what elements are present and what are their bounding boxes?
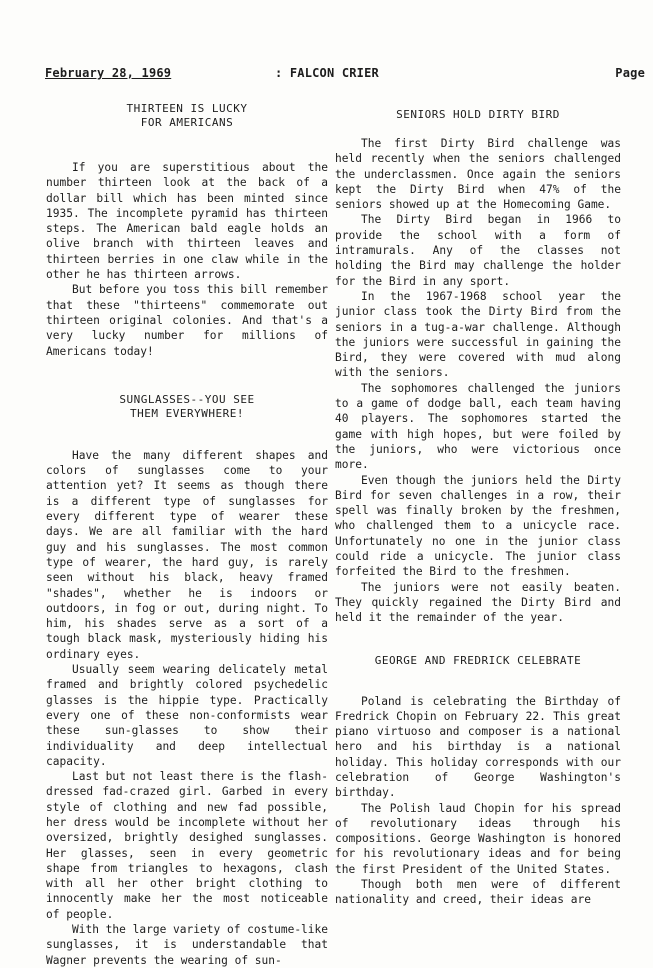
headline-sunglasses	[46, 393, 328, 421]
headline-george-fredrick: GEORGE AND FREDRICK CELEBRATE	[374, 653, 582, 667]
article-george-fredrick	[335, 654, 621, 908]
article-sunglasses	[46, 393, 328, 968]
headline-dirty-bird: SENIORS HOLD DIRTY BIRD	[396, 108, 560, 121]
paragraph: Usually seem wearing delicately metal framed and brightly colored psychedelic glasses is the hippie type. Practically every one of these non-conformists wear these sun-glasses to show their individuality and deep intellectual capacity.	[46, 663, 328, 768]
article-thirteen-lucky	[46, 102, 328, 359]
paragraph: The first Dirty Bird challenge was held recently when the seniors challenged the underclassmen. Once again the seniors kept the Dirty Bird when 47% of the seniors showed up at the Homecoming Game.	[335, 137, 621, 212]
newspaper-title: : FALCON CRIER	[275, 66, 379, 80]
paragraph: If you are superstitious about the number thirteen look at the back of a dollar bill which has been minted since 1935. The incomplete pyramid has thirteen steps. The American bald eagle holds an olive branch with thirteen leaves and thirteen berries in one claw while in the other he has thirteen arrows.	[46, 161, 328, 282]
paragraph: In the 1967-1968 school year the junior class took the Dirty Bird from the seniors in a tug-a-war challenge. Although the juniors were successful in gaining the Bird, they were covered with mud along with the seniors.	[335, 289, 621, 380]
paragraph: The juniors were not easily beaten. They quickly regained the Dirty Bird and held it the remainder of the year.	[335, 580, 621, 625]
paragraph: Even though the juniors held the Dirty Bird for seven challenges in a row, their spell was finally broken by the freshmen, who challenged them to a unicycle race. Unfortunately no one in the junior class could ride a unicycle. The junior class forfeited the Bird to the freshmen.	[335, 473, 621, 579]
paragraph: Have the many different shapes and colors of sunglasses come to your attention yet? It seems as though there is a different type of sunglasses for every different type of wearer these days. We are all familiar with the hard guy and his sunglasses. The most common type of wearer, the hard guy, is rarely seen without his black, heavy framed "shades", whether he is indoors or outdoors, in fog or out, during night. To him, his shades serve as a sort of a tough black mask, mysteriously hiding his ordinary eyes.	[46, 448, 328, 661]
paragraph: The sophomores challenged the juniors to a game of dodge ball, each team having 40 players. The sophomores started the game with high hopes, but were foiled by the juniors, who were victorious once more.	[335, 381, 621, 472]
paragraph: The Dirty Bird began in 1966 to provide the school with a form of intramurals. Any of the classes not holding the Bird may challenge the holder for the Bird in any sport.	[335, 213, 621, 288]
right-column	[335, 96, 621, 908]
headline-thirteen-lucky	[46, 102, 328, 130]
headline-line: SUNGLASSES--YOU SEE	[119, 392, 255, 406]
headline-line: THEM EVERYWHERE!	[130, 406, 244, 420]
paragraph: The Polish laud Chopin for his spread of revolutionary ideas through his compositions. George Washington is honored for his revolutionary ideas and for being the first President of the United States.	[335, 801, 621, 876]
paragraph: Last but not least there is the flash-dressed fad-crazed girl. Garbed in every style of clothing and new fad possible, her dress would be incomplete without her oversized, brightly desighed sunglasses. Her glasses, seen in every geometric shape from triangles to hexagons, clash with all her other bright clothing to innocently make her the most noticeable of people.	[46, 770, 328, 921]
masthead	[45, 66, 645, 80]
paragraph: But before you toss this bill remember that these "thirteens" commemorate out thirteen original colonies. And that's a very lucky number for millions of Americans today!	[46, 283, 328, 358]
paragraph: Poland is celebrating the Birthday of Fredrick Chopin on February 22. This great piano virtuoso and composer is a national hero and his birthday is a national holiday. This holiday corresponds with our celebration of George Washington's birthday.	[335, 694, 621, 800]
paragraph: Though both men were of different nationality and creed, their ideas are	[335, 878, 621, 907]
issue-date: February 28, 1969	[45, 66, 172, 80]
headline-line: FOR AMERICANS	[140, 116, 234, 129]
left-column	[46, 96, 328, 968]
page-label: Page	[615, 66, 645, 80]
article-dirty-bird	[335, 108, 621, 626]
paragraph: With the large variety of costume-like sunglasses, it is understandable that Wagner prevents the wearing of sun-	[46, 923, 328, 967]
headline-line: THIRTEEN IS LUCKY	[126, 102, 248, 115]
